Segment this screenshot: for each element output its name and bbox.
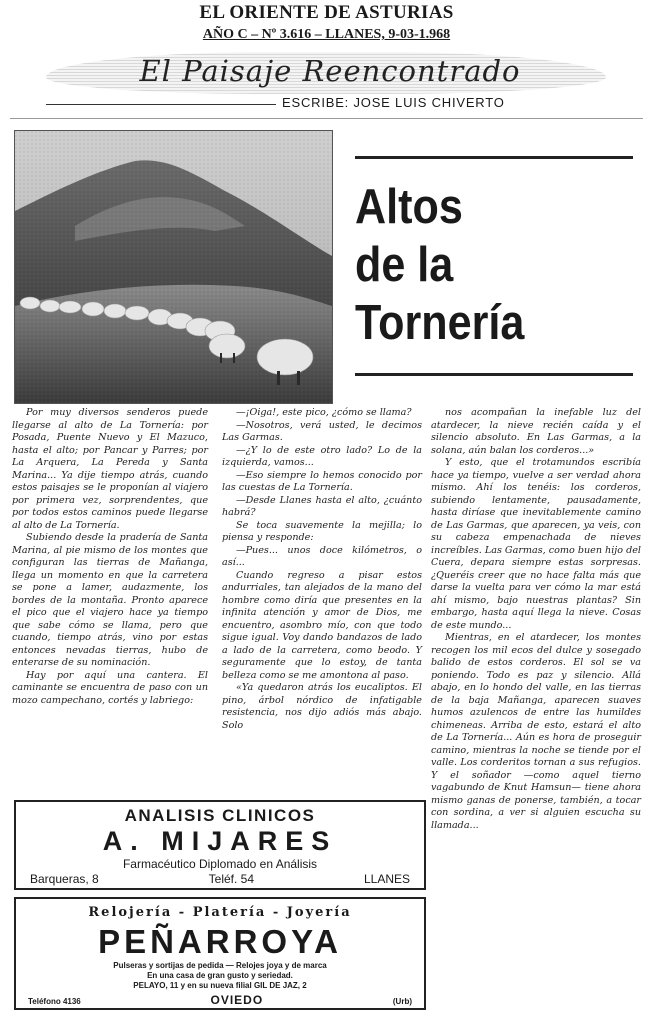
ad-contact-row bbox=[30, 872, 410, 886]
ad-contact-row bbox=[28, 993, 412, 1007]
ad-business-name: PEÑARROYA bbox=[98, 923, 342, 960]
banner-rule bbox=[46, 104, 276, 105]
paragraph: «Ya quedaron atrás los eucaliptos. El pino, árbol nórdico de infatigable resistencia, nos dijo adiós más abajo. Solo bbox=[222, 682, 422, 731]
newspaper-masthead: EL ORIENTE DE ASTURIAS bbox=[199, 2, 454, 23]
paragraph: —Nosotros, verá usted, le decimos Las Garmas. bbox=[222, 419, 422, 443]
ad-city: LLANES bbox=[363, 872, 410, 886]
paragraph: Mientras, en el atardecer, los montes recogen los mil ecos del dulce y sosegado balido de estos corderos. El sol se va poniendo. Todo es paz y silencio. Allá abajo, en lo hondo del valle, en las tierras de la baja Mañanga, aparecen suaves humos azulencos de entre las humildes chimeneas. Arriba de esto, estará el alto de La Tornería... Aún es hora de proseguir camino, mientras la noche se tiende por el valle. Los corderitos tornan a sus refugios. Y el soñador —como aquel tierno vagabundo de Knut Hamsun— tiene ahora mismo ganas de ponerse, también, a tocar con sordina, a ver si alguien escucha su llamada... bbox=[431, 632, 641, 831]
sheep-mountain-photo bbox=[14, 130, 333, 404]
article-column-2 bbox=[222, 407, 422, 732]
headline-line: de la bbox=[355, 238, 454, 292]
paragraph: Por muy diversos senderos puede llegarse al alto de La Tornería: por Posada, Puente Nuevo y El Mazuco, hasta el alto; por Pancar y Parres; por La Arquera, La Pereda y Santa Marina... Ya dije tiempo atrás, cuando estos paisajes se le proponían al viajero por primera vez, sorprendentes, que por todos estos caminos puede llegarse al alto de La Tornería. bbox=[12, 407, 208, 531]
ad-line: Pulseras y sortijas de pedida — Relojes joya y de marca bbox=[113, 961, 327, 970]
paragraph: Y esto, que el trotamundos escribía hace ya tiempo, vuelve a ser verdad ahora mismo. Ahí los tenéis: los corderos, subiendo lentamente, pausadamente, hasta diríase que inevitablemente camino de Las Garmas, que aparecen, ya veis, con su cabeza empenachada de nieves increíbles. Las Garmas, como buen hijo del Cuera, depara siempre estas sorpresas. ¿Queréis creer que no hace falta más que darse la vuelta para ver cómo la mar está ahí mismo, bajo nuestras plantas? Sin embargo, hasta aquí llega la nieve. Cosas de este mundo... bbox=[431, 457, 641, 631]
photo-illustration bbox=[15, 131, 332, 403]
paragraph: —¿Y lo de este otro lado? Lo de la izquierda, vamos... bbox=[222, 444, 422, 468]
section-title: El Paisaje Reencontrado bbox=[139, 54, 521, 88]
paragraph: —Pues... unos doce kilómetros, o así... bbox=[222, 544, 422, 568]
headline-rule-bottom bbox=[355, 373, 633, 376]
ad-phone: Teléf. 54 bbox=[208, 872, 255, 886]
article-column-3 bbox=[431, 407, 641, 832]
ad-phone: Teléfono 4136 bbox=[28, 997, 81, 1006]
paragraph: Subiendo desde la pradería de Santa Marina, al pie mismo de los montes que configuran las tierras de Mañanga, llega un momento en que la carretera se pone a lamer, audazmente, los bordes de la montaña. Pronto aparece el pico que el viajero hace ya tiempo que sabe cómo se llama, pero que cuando, tiempo atrás, vino por estas entonces nevadas tierras, hubo de enterarse de su nominación. bbox=[12, 532, 208, 668]
byline: ESCRIBE: JOSE LUIS CHIVERTO bbox=[282, 95, 505, 110]
ad-title: ANALISIS CLINICOS bbox=[124, 806, 316, 825]
ad-penarroya bbox=[14, 897, 426, 1010]
top-divider bbox=[10, 118, 643, 119]
ad-city: OVIEDO bbox=[210, 993, 264, 1007]
paragraph: —Eso siempre lo hemos conocido por las cuestas de La Tornería. bbox=[222, 469, 422, 493]
ad-subtitle: Farmacéutico Diplomado en Análisis bbox=[122, 857, 318, 871]
ad-line: En una casa de gran gusto y seriedad. bbox=[147, 971, 293, 980]
paragraph: —Desde Llanes hasta el alto, ¿cuánto habrá? bbox=[222, 494, 422, 518]
issue-line: AÑO C – Nº 3.616 – LLANES, 9-03-1.968 bbox=[202, 27, 451, 42]
ad-address: Barqueras, 8 bbox=[30, 872, 99, 886]
paragraph: —¡Oiga!, este pico, ¿cómo se llama? bbox=[236, 407, 412, 418]
ad-analisis-clinicos bbox=[14, 800, 426, 890]
ad-title: Relojería - Platería - Joyería bbox=[88, 905, 352, 920]
paragraph: Hay por aquí una cantera. El caminante se encuentra de paso con un mozo campechano, cortés y labriego: bbox=[12, 669, 208, 706]
paragraph: Cuando regreso a pisar estos andurriales, tan alejados de la mano del hombre como diría que presentes en la infinita atención y amor de Dios, me encuentro, asombro mío, con que todo sigue igual. Voy dando bandazos de lado a lado de la carretera, como beodo. Y seguramente que lo estoy, de tanta belleza como se me amontona al paso. bbox=[222, 569, 422, 681]
headline-line: Altos bbox=[355, 180, 463, 234]
headline-line: Tornería bbox=[355, 296, 525, 350]
headline-rule-top bbox=[355, 156, 633, 159]
paragraph: Se toca suavemente la mejilla; lo piensa y responde: bbox=[222, 519, 422, 543]
ad-code: (Urb) bbox=[392, 997, 412, 1006]
ad-line: PELAYO, 11 y en su nueva filial GIL DE JAZ, 2 bbox=[133, 981, 307, 990]
paragraph: nos acompañan la inefable luz del atardecer, la nieve recién caída y el silencio absoluto. En Las Garmas, a la solana, aún balan los corderos...» bbox=[431, 407, 641, 456]
article-column-1 bbox=[12, 407, 208, 707]
ad-business-name: A. MIJARES bbox=[102, 826, 338, 856]
article-headline bbox=[355, 178, 601, 352]
